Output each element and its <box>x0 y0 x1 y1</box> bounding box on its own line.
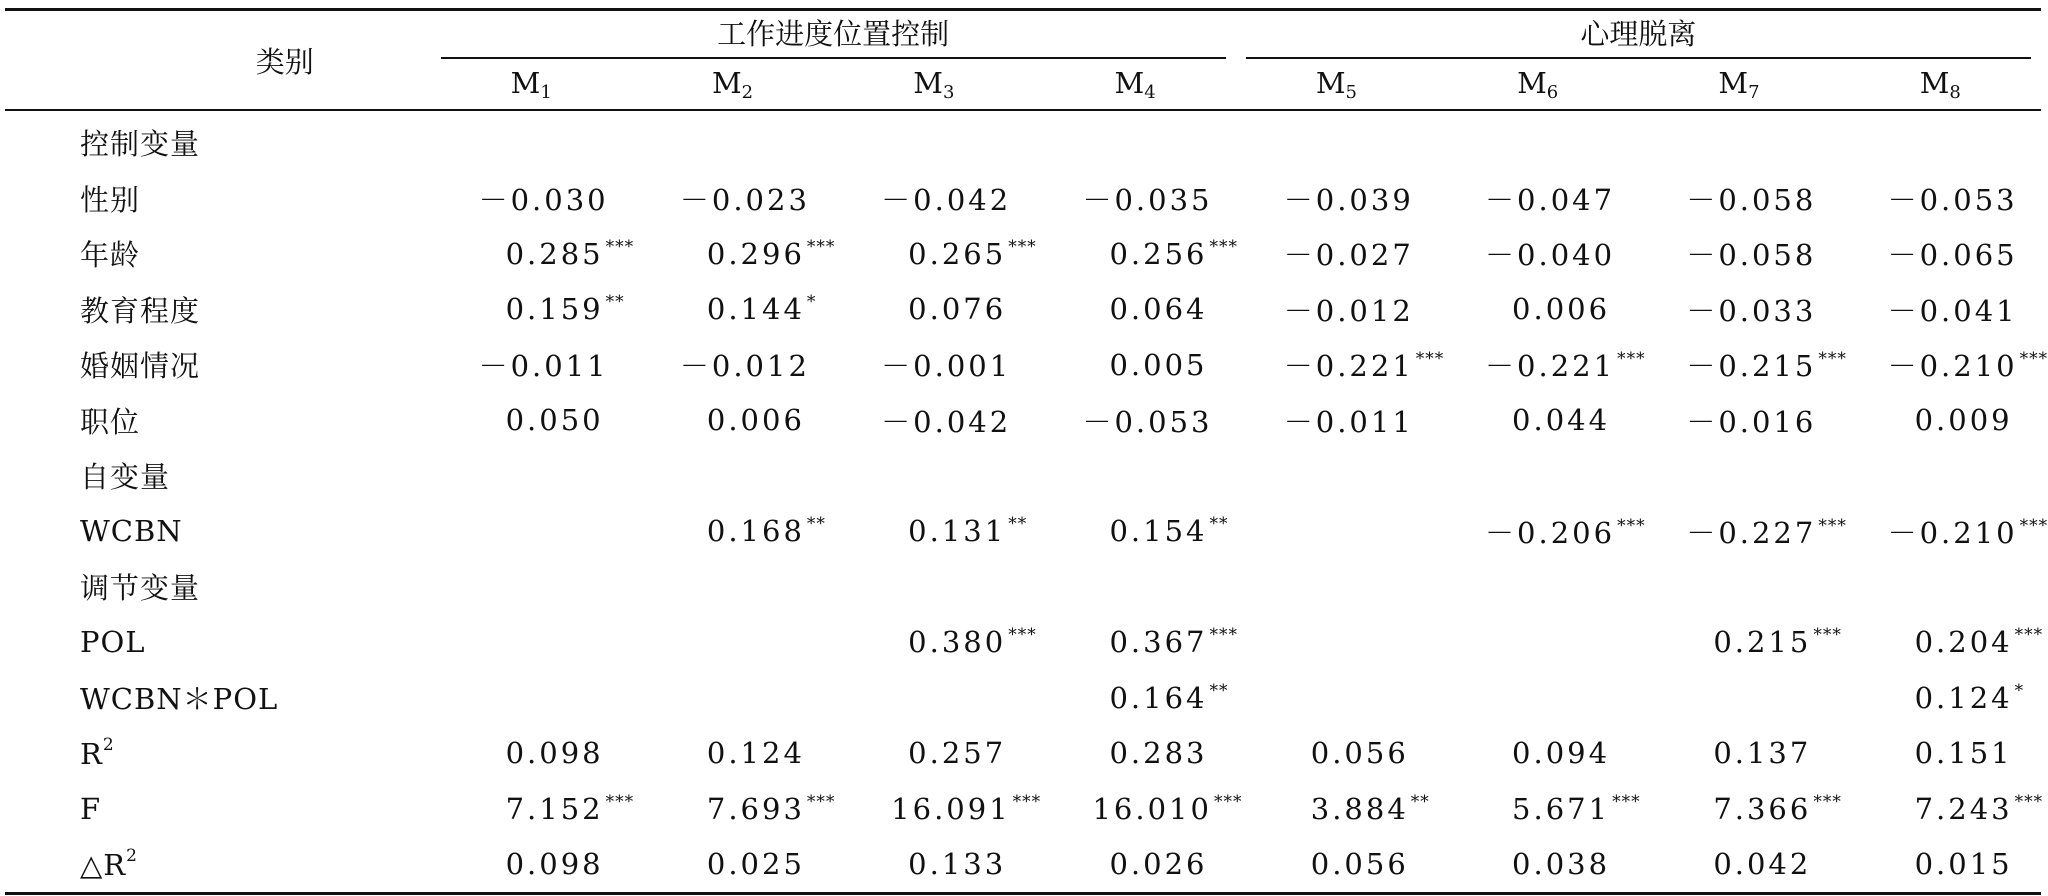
table-row <box>5 781 2041 837</box>
table-cell <box>431 448 632 504</box>
significance-stars: ** <box>605 292 625 313</box>
model-header-1 <box>431 59 632 110</box>
table-cell <box>1034 615 1238 671</box>
cell-value: 0.006 <box>1512 292 1611 327</box>
cell-value: 0.025 <box>706 847 805 882</box>
table-cell <box>1638 670 1839 726</box>
table-cell <box>632 504 833 560</box>
cell-value: －0.012 <box>1283 293 1414 328</box>
significance-stars: *** <box>1008 236 1037 257</box>
significance-stars: * <box>806 292 817 313</box>
table-cell <box>1437 110 1638 171</box>
table-row <box>5 171 2041 227</box>
section-label <box>5 110 431 171</box>
table-cell <box>1236 337 1445 393</box>
table-cell <box>1840 559 2041 615</box>
significance-stars: *** <box>1415 349 1445 370</box>
table-cell <box>1236 781 1437 837</box>
table-cell <box>431 171 632 227</box>
section-row <box>5 448 2041 504</box>
table-cell <box>632 615 833 671</box>
significance-stars: ** <box>806 514 826 535</box>
table-row <box>5 226 2041 282</box>
row-label-text: 年龄 <box>80 238 141 273</box>
table-cell <box>1638 448 1839 504</box>
section-label <box>5 559 431 615</box>
variable-label <box>5 337 431 393</box>
cell-value: －0.221 <box>1283 349 1414 384</box>
table-row <box>5 615 2041 671</box>
table-cell <box>1034 448 1235 504</box>
table-cell <box>1034 781 1243 837</box>
significance-stars: *** <box>1012 791 1042 812</box>
table-row <box>5 670 2041 726</box>
table-cell <box>833 837 1034 894</box>
table-cell <box>632 448 833 504</box>
cell-value: 0.257 <box>908 736 1007 771</box>
table-cell <box>632 837 833 894</box>
row-label-text: 职位 <box>80 404 141 439</box>
model-name: M <box>510 65 541 100</box>
table-cell <box>833 670 1034 726</box>
significance-stars: *** <box>2014 791 2044 812</box>
cell-value: 0.144 <box>706 292 805 327</box>
table-cell <box>1638 282 1839 338</box>
model-subscript: 7 <box>1748 81 1760 103</box>
cell-value: －0.221 <box>1485 349 1616 384</box>
cell-value: 5.671 <box>1512 791 1611 826</box>
table-cell <box>1236 282 1437 338</box>
table-cell <box>431 393 632 449</box>
table-cell <box>833 504 1034 560</box>
table-cell <box>833 226 1037 282</box>
significance-stars: * <box>2014 680 2025 701</box>
corner-label: 类别 <box>5 10 431 111</box>
model-name: M <box>1718 65 1749 100</box>
table-cell <box>632 282 833 338</box>
cell-value: 16.010 <box>1092 791 1212 826</box>
table-cell <box>431 837 632 894</box>
variable-label <box>5 781 431 837</box>
cell-value: 0.094 <box>1512 736 1611 771</box>
regression-table <box>5 8 2048 895</box>
table-cell <box>632 171 833 227</box>
significance-stars: *** <box>1818 515 1847 536</box>
model-header-3 <box>833 59 1034 110</box>
cell-value: 0.124 <box>706 736 805 771</box>
cell-value: 0.137 <box>1713 736 1812 771</box>
cell-value: 0.159 <box>505 292 604 327</box>
table-cell <box>1236 110 1437 171</box>
cell-value: 0.038 <box>1512 847 1611 882</box>
table-cell <box>833 726 1034 782</box>
table-cell <box>833 110 1034 171</box>
table-cell <box>1034 171 1235 227</box>
table-cell <box>1236 615 1437 671</box>
table-cell <box>632 226 836 282</box>
model-subscript: 6 <box>1546 81 1559 103</box>
significance-stars: *** <box>1213 791 1243 812</box>
cell-value: －0.215 <box>1686 349 1817 384</box>
table-cell <box>1840 393 2041 449</box>
significance-stars: *** <box>1612 791 1641 812</box>
cell-value: －0.042 <box>881 182 1012 217</box>
cell-value: －0.058 <box>1686 182 1817 217</box>
table-cell <box>1638 837 1839 894</box>
cell-value: －0.035 <box>1082 182 1213 217</box>
cell-value: －0.040 <box>1485 238 1616 273</box>
table-cell <box>431 504 632 560</box>
table-cell <box>1437 337 1646 393</box>
significance-stars: *** <box>1209 236 1238 257</box>
cell-value: 0.098 <box>505 736 604 771</box>
significance-stars: *** <box>1813 791 1842 812</box>
table-cell <box>1638 393 1839 449</box>
model-name: M <box>1919 65 1950 100</box>
table-header <box>5 10 2041 111</box>
variable-label <box>5 615 431 671</box>
cell-value: －0.041 <box>1887 293 2018 328</box>
table-cell <box>1034 837 1235 894</box>
cell-value: 7.366 <box>1713 791 1812 826</box>
cell-value: 0.164 <box>1109 680 1208 715</box>
cell-value: 0.131 <box>908 514 1007 549</box>
significance-stars: *** <box>2019 349 2048 370</box>
table-cell <box>431 282 632 338</box>
table-cell <box>1638 726 1839 782</box>
table-cell <box>431 337 632 393</box>
row-label-text: WCBN <box>80 514 183 549</box>
significance-stars: *** <box>1617 349 1646 370</box>
model-header-4 <box>1034 59 1235 110</box>
row-label-superscript: 2 <box>126 846 138 867</box>
table-cell <box>431 226 635 282</box>
table-cell <box>1236 726 1437 782</box>
cell-value: 0.124 <box>1914 680 2013 715</box>
table-row <box>5 393 2041 449</box>
variable-label <box>5 282 431 338</box>
cell-value: 7.243 <box>1914 791 2013 826</box>
model-name: M <box>913 65 943 100</box>
table-cell <box>1437 726 1638 782</box>
cell-value: －0.001 <box>881 349 1012 384</box>
variable-label <box>5 670 431 726</box>
table-cell <box>1437 670 1638 726</box>
cell-value: 0.050 <box>505 403 604 438</box>
table-cell <box>632 393 833 449</box>
table-body <box>5 110 2048 894</box>
significance-stars: ** <box>1008 514 1028 535</box>
table-cell <box>1840 337 2048 393</box>
model-subscript: 8 <box>1949 81 1961 103</box>
table-cell <box>1638 226 1839 282</box>
table-cell <box>1034 282 1235 338</box>
cell-value: 0.285 <box>505 236 604 271</box>
row-label-text: △R <box>80 848 127 883</box>
row-label-text: 调节变量 <box>80 571 201 606</box>
model-subscript: 3 <box>942 81 955 103</box>
table-cell <box>1437 615 1638 671</box>
table-row <box>5 837 2041 894</box>
table-cell <box>833 781 1042 837</box>
model-subscript: 1 <box>540 81 552 103</box>
table-cell <box>431 110 632 171</box>
cell-value: 0.265 <box>908 236 1007 271</box>
table-cell <box>833 171 1034 227</box>
cell-value: －0.039 <box>1283 182 1414 217</box>
section-label <box>5 448 431 504</box>
cell-value: －0.047 <box>1485 182 1616 217</box>
table-cell <box>431 559 632 615</box>
cell-value: 0.056 <box>1310 847 1409 882</box>
table-cell <box>1034 226 1238 282</box>
table-cell <box>833 559 1034 615</box>
cell-value: 0.005 <box>1109 347 1208 382</box>
table-cell <box>1034 393 1235 449</box>
cell-value: 0.168 <box>706 514 805 549</box>
significance-stars: ** <box>1209 514 1229 535</box>
table-cell <box>1034 559 1235 615</box>
model-name: M <box>711 65 742 100</box>
cell-value: 0.256 <box>1109 236 1208 271</box>
cell-value: －0.053 <box>1082 404 1213 439</box>
variable-label <box>5 726 431 782</box>
cell-value: －0.058 <box>1686 238 1817 273</box>
cell-value: 0.056 <box>1310 736 1409 771</box>
row-label-text: POL <box>80 625 146 660</box>
cell-value: －0.227 <box>1686 515 1817 550</box>
significance-stars: *** <box>2019 515 2048 536</box>
table-cell <box>1236 504 1437 560</box>
significance-stars: *** <box>605 236 635 257</box>
cell-value: －0.053 <box>1887 182 2018 217</box>
table-cell <box>1437 393 1638 449</box>
table-cell <box>632 559 833 615</box>
table-row <box>5 726 2041 782</box>
cell-value: 7.693 <box>706 791 805 826</box>
cell-value: 0.296 <box>706 236 805 271</box>
cell-value: 0.204 <box>1914 625 2013 660</box>
cell-value: －0.027 <box>1283 238 1414 273</box>
model-header-8 <box>1840 59 2041 110</box>
model-header-7 <box>1638 59 1839 110</box>
table-cell <box>1034 670 1235 726</box>
cell-value: －0.023 <box>679 182 810 217</box>
table-cell <box>632 110 833 171</box>
cell-value: 16.091 <box>891 791 1011 826</box>
significance-stars: *** <box>1008 625 1037 646</box>
table-cell <box>1840 670 2041 726</box>
cell-value: 0.076 <box>908 292 1007 327</box>
cell-value: 0.064 <box>1109 292 1208 327</box>
cell-value: 0.215 <box>1713 625 1812 660</box>
table-cell <box>1840 726 2041 782</box>
table-cell <box>1437 448 1638 504</box>
table-cell <box>1236 559 1437 615</box>
table-cell <box>431 615 632 671</box>
table-cell <box>1437 837 1638 894</box>
table-cell <box>1236 171 1437 227</box>
table-cell <box>431 726 632 782</box>
section-row <box>5 110 2041 171</box>
row-label-text: 自变量 <box>80 460 171 495</box>
cell-value: 0.042 <box>1713 847 1812 882</box>
table-cell <box>431 670 632 726</box>
variable-label <box>5 393 431 449</box>
table-cell <box>1437 226 1638 282</box>
table-cell <box>632 670 833 726</box>
section-row <box>5 559 2041 615</box>
row-label-superscript: 2 <box>102 735 115 756</box>
table-cell <box>1840 448 2041 504</box>
table-cell <box>632 337 833 393</box>
table-cell <box>1236 837 1437 894</box>
model-subscript: 5 <box>1345 81 1357 103</box>
table-cell <box>1840 837 2041 894</box>
cell-value: －0.210 <box>1887 349 2018 384</box>
table-cell <box>833 393 1034 449</box>
group-label: 心理脱离 <box>1246 12 2031 59</box>
cell-value: 0.098 <box>505 847 604 882</box>
cell-value: －0.030 <box>478 182 609 217</box>
significance-stars: *** <box>1209 625 1238 646</box>
model-subscript: 2 <box>741 81 754 103</box>
group-header-psychological-detachment <box>1236 10 2041 60</box>
cell-value: －0.210 <box>1887 515 2018 550</box>
model-header-6 <box>1437 59 1638 110</box>
table-cell <box>833 337 1034 393</box>
group-header-position-control <box>431 10 1236 60</box>
table-row <box>5 282 2041 338</box>
cell-value: 0.026 <box>1109 847 1208 882</box>
table-cell <box>1437 282 1638 338</box>
group-label: 工作进度位置控制 <box>441 12 1226 59</box>
table-cell <box>1840 171 2041 227</box>
table-cell <box>1034 726 1235 782</box>
table-cell <box>1840 110 2041 171</box>
header-row-groups <box>5 10 2041 60</box>
table-cell <box>1638 337 1847 393</box>
row-label-text: 婚姻情况 <box>80 349 201 384</box>
table-cell <box>833 448 1034 504</box>
cell-value: 3.884 <box>1310 791 1409 826</box>
table-cell <box>632 781 836 837</box>
table-cell <box>1236 393 1437 449</box>
table-cell <box>1840 615 2044 671</box>
model-header-2 <box>632 59 833 110</box>
table-cell <box>1437 559 1638 615</box>
model-name: M <box>1315 65 1346 100</box>
cell-value: 0.151 <box>1914 736 2013 771</box>
cell-value: －0.012 <box>679 349 810 384</box>
cell-value: 0.133 <box>908 847 1007 882</box>
table-cell <box>1638 504 1847 560</box>
cell-value: －0.016 <box>1686 404 1817 439</box>
significance-stars: *** <box>2014 625 2044 646</box>
table-cell <box>1840 226 2041 282</box>
table-cell <box>1437 504 1646 560</box>
significance-stars: *** <box>605 791 635 812</box>
cell-value: 0.380 <box>908 625 1007 660</box>
table-cell <box>833 615 1037 671</box>
row-label-text: R <box>80 737 103 772</box>
table-cell <box>1638 781 1842 837</box>
table-cell <box>1236 448 1437 504</box>
variable-label <box>5 837 431 894</box>
row-label-text: F <box>80 791 102 826</box>
model-name: M <box>1114 65 1145 100</box>
table-cell <box>1034 110 1235 171</box>
table-cell <box>1638 171 1839 227</box>
table-cell <box>1034 337 1235 393</box>
cell-value: 0.015 <box>1914 847 2013 882</box>
cell-value: 0.006 <box>706 403 805 438</box>
cell-value: －0.042 <box>881 404 1012 439</box>
cell-value: 7.152 <box>505 791 604 826</box>
significance-stars: *** <box>1818 349 1847 370</box>
cell-value: －0.033 <box>1686 293 1817 328</box>
cell-value: －0.011 <box>478 349 609 384</box>
cell-value: 0.283 <box>1109 736 1208 771</box>
row-label-text: 教育程度 <box>80 293 201 328</box>
variable-label <box>5 504 431 560</box>
table-cell <box>1437 171 1638 227</box>
table-cell <box>632 726 833 782</box>
table-cell <box>1638 110 1839 171</box>
table-cell <box>1236 670 1437 726</box>
significance-stars: *** <box>1617 515 1646 536</box>
table-cell <box>833 282 1034 338</box>
row-label-text: 控制变量 <box>80 127 201 162</box>
variable-label <box>5 226 431 282</box>
model-name: M <box>1517 65 1547 100</box>
cell-value: －0.206 <box>1485 515 1616 550</box>
table-row <box>5 337 2041 393</box>
table-row <box>5 504 2041 560</box>
cell-value: 0.009 <box>1914 403 2013 438</box>
table-cell <box>1840 781 2044 837</box>
table-cell <box>1840 504 2048 560</box>
table-cell <box>1638 559 1839 615</box>
variable-label <box>5 171 431 227</box>
cell-value: 0.367 <box>1109 625 1208 660</box>
significance-stars: ** <box>1209 680 1229 701</box>
table-cell <box>1236 226 1437 282</box>
row-label-text: 性别 <box>80 182 141 217</box>
cell-value: 0.154 <box>1109 514 1208 549</box>
row-label-text: WCBN＊POL <box>80 682 279 717</box>
table-cell <box>1840 282 2041 338</box>
table-cell <box>1034 504 1235 560</box>
table-cell <box>1437 781 1641 837</box>
cell-value: －0.011 <box>1283 404 1414 439</box>
significance-stars: ** <box>1410 791 1430 812</box>
cell-value: 0.044 <box>1512 403 1611 438</box>
model-subscript: 4 <box>1144 81 1156 103</box>
significance-stars: *** <box>806 236 836 257</box>
table-cell <box>431 781 635 837</box>
table-cell <box>1638 615 1842 671</box>
cell-value: －0.065 <box>1887 238 2018 273</box>
significance-stars: *** <box>1813 625 1842 646</box>
significance-stars: *** <box>806 791 836 812</box>
model-header-5 <box>1236 59 1437 110</box>
